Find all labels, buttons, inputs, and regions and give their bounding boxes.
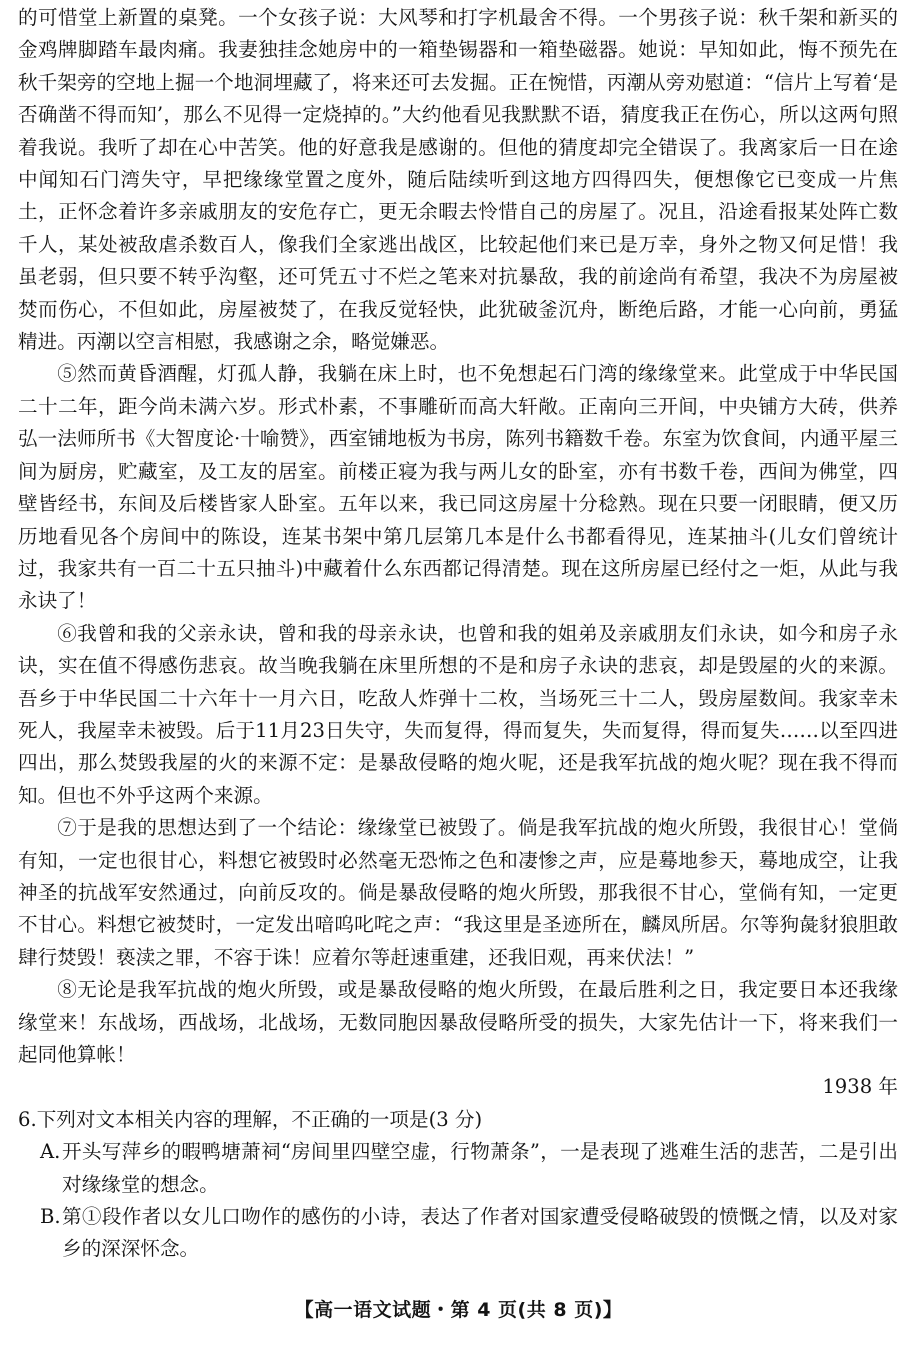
article-date: 1938 年 (822, 1075, 898, 1099)
question-6 (18, 1104, 898, 1266)
paragraph-5: ⑤然而黄昏酒醒，灯孤人静，我躺在床上时，也不免想起石门湾的缘缘堂来。此堂成于中华民国二十二年，距今尚未满六岁。形式朴素，不事雕斫而高大轩敞。正南向三开间，中央铺方大砖，供养弘一法师所书《大智度论·十喻赞》，西室铺地板为书房，陈列书籍数千卷。东室为饮食间，内通平屋三间为厨房，贮藏室，及工友的居室。前楼正寝为我与两儿女的卧室，亦有书数千卷，西间为佛堂，四壁皆经书，东间及后楼皆家人卧室。五年以来，我已同这房屋十分稔熟。现在只要一闭眼睛，便又历历地看见各个房间中的陈设，连某书架中第几层第几本是什么书都看得见，连某抽斗(儿女们曾统计过，我家共有一百二十五只抽斗)中藏着什么东西都记得清楚。现在这所房屋已经付之一炬，从此与我永诀了！ (18, 362, 898, 613)
option-b-letter: B. (40, 1205, 61, 1229)
option-b (18, 1201, 898, 1266)
paragraph-4-continued: 的可惜堂上新置的桌凳。一个女孩子说：大风琴和打字机最舍不得。一个男孩子说：秋千架和新买的金鸡牌脚踏车最肉痛。我妻独挂念她房中的一箱垫锡器和一箱垫磁器。她说：早知如此，悔不预先在秋千架旁的空地上掘一个地洞埋藏了，将来还可去发掘。正在惋惜，丙潮从旁劝慰道：“信片上写着‘是否确凿不得而知’，那么不见得一定烧掉的。”大约他看见我默默不语，猜度我正在伤心，所以这两句照着我说。我听了却在心中苦笑。他的好意我是感谢的。但他的猜度却完全错误了。我离家后一日在途中闻知石门湾失守，早把缘缘堂置之度外，随后陆续听到这地方四得四失，便想像它已变成一片焦土，正怀念着许多亲戚朋友的安危存亡，更无余暇去怜惜自己的房屋了。况且，沿途看报某处阵亡数千人，某处被敌虐杀数百人，像我们全家逃出战区，比较起他们来已是万幸，身外之物又何足惜！我虽老弱，但只要不转乎沟壑，还可凭五寸不烂之笔来对抗暴敌，我的前途尚有希望，我决不为房屋被焚而伤心，不但如此，房屋被焚了，在我反觉轻快，此犹破釜沉舟，断绝后路，才能一心向前，勇猛精进。丙潮以空言相慰，我感谢之余，略觉嫌恶。 (18, 6, 898, 354)
question-stem: 6.下列对文本相关内容的理解，不正确的一项是(3 分) (18, 1107, 483, 1131)
paragraph-6: ⑥我曾和我的父亲永诀，曾和我的母亲永诀，也曾和我的姐弟及亲戚朋友们永诀，如今和房子永诀，实在值不得感伤悲哀。故当晚我躺在床里所想的不是和房子永诀的悲哀，却是毁屋的火的来源。吾乡于中华民国二十六年十一月六日，吃敌人炸弹十二枚，当场死三十二人，毁房屋数间。我家幸未死人，我屋幸未被毁。后于11月23日失守，失而复得，得而复失，失而复得，得而复失……以至四进四出，那么焚毁我屋的火的来源不定：是暴敌侵略的炮火呢，还是我军抗战的炮火呢？现在我不得而知。但也不外乎这两个来源。 (18, 621, 898, 807)
option-a-text: 开头写萍乡的暇鸭塘萧祠“房间里四壁空虚，行物萧条”，一是表现了逃难生活的悲苦，二是引出对缘缘堂的想念。 (62, 1140, 898, 1196)
paragraph-8: ⑧无论是我军抗战的炮火所毁，或是暴敌侵略的炮火所毁，在最后胜利之日，我定要日本还我缘缘堂来！东战场，西战场，北战场，无数同胞因暴敌侵略所受的损失，大家先估计一下，将来我们一起同他算帐！ (18, 978, 898, 1066)
option-a-letter: A. (40, 1140, 61, 1164)
paragraph-7: ⑦于是我的思想达到了一个结论：缘缘堂已被毁了。倘是我军抗战的炮火所毁，我很甘心！堂倘有知，一定也很甘心，料想它被毁时必然毫无恐怖之色和凄惨之声，应是蓦地参天，蓦地成空，让我神圣的抗战军安然通过，向前反攻的。倘是暴敌侵略的炮火所毁，那我很不甘心，堂倘有知，一定更不甘心。料想它被焚时，一定发出喑呜叱咤之声：“我这里是圣迹所在，麟凤所居。尔等狗彘豺狼胆敢肆行焚毁！亵渎之罪，不容于诛！应着尔等赶速重建，还我旧观，再来伏法！” (18, 816, 898, 969)
option-b-text: 第①段作者以女儿口吻作的感伤的小诗，表达了作者对国家遭受侵略破毁的愤慨之情，以及对家乡的深深怀念。 (62, 1205, 898, 1261)
page-footer: 【高一语文试题・第 4 页(共 8 页)】 (294, 1299, 623, 1321)
exam-page (18, 0, 898, 1266)
option-a (18, 1136, 898, 1201)
